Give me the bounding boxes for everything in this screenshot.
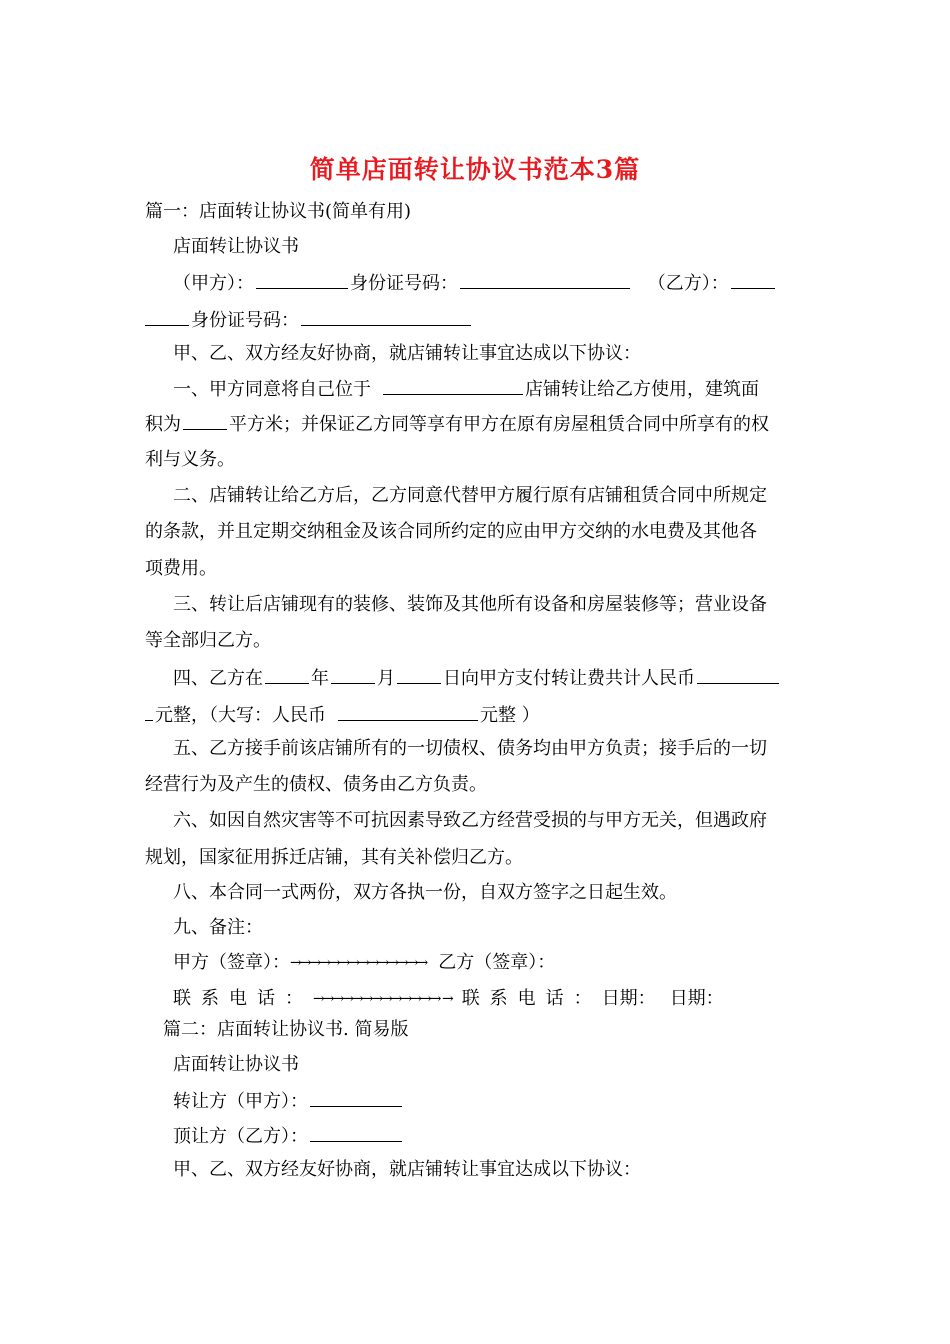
party-a-signature-label: 甲方（签章）： [173,952,290,973]
transferee-label: 顶让方（乙方）： [173,1126,308,1147]
party-b-label: （乙方）： [647,273,729,294]
contact-line [173,987,724,1011]
amount-blank[interactable] [697,665,779,684]
agreement-subtitle-text: 店面转让协议书 [173,236,299,257]
party-a-label: （甲方）： [173,273,254,294]
agreement-subtitle [173,235,299,259]
clause-6-text-b: 规划，国家征用拆迁店铺，其有关补偿归乙方。 [145,847,523,868]
clause-5-line-1 [173,737,767,761]
clause-2-line-2 [145,520,757,544]
clause-3-text-a: 三、转让后店铺现有的装修、装饰及其他所有设备和房屋装修等；营业设备 [173,594,767,615]
clause-1-text-a: 一、甲方同意将自己位于 [173,379,371,400]
transferor-blank[interactable] [310,1088,402,1107]
party-a-date-label: 日期： [601,988,656,1009]
party-b-date-label: 日期： [669,988,724,1009]
clause-2-text-c: 项费用。 [145,558,217,579]
id-number-blank-2[interactable] [301,307,471,326]
year-label: 年 [311,668,329,689]
clause-2-line-1 [173,484,767,508]
party-a-blank[interactable] [256,270,348,289]
party-a-phone-label: 联系电话： [173,988,313,1009]
party-b-phone-label: 联系电话： [461,988,602,1009]
clause-2-line-3 [145,557,217,581]
clause-9-text: 九、备注： [173,917,263,938]
section-two-heading [163,1018,408,1042]
party-info-line-2 [145,307,473,333]
party-info-line-1 [173,270,777,296]
section-one-heading [145,200,411,224]
clause-4-text-d: 元整 ） [480,705,540,726]
day-blank[interactable] [397,665,441,684]
document-title: 简单店面转让协议书范本3篇 [309,155,641,184]
transferee-blank[interactable] [310,1123,402,1142]
id-number-label: 身份证号码： [350,273,458,294]
transferor-label: 转让方（甲方）： [173,1091,308,1112]
clause-6-text-a: 六、如因自然灾害等不可抗因素导致乙方经营受损的与甲方无关，但遇政府 [173,810,767,831]
party-b-signature-label: 乙方（签章）： [438,952,556,973]
party-b-blank[interactable] [731,270,775,289]
party-b-blank-cont[interactable] [145,307,189,326]
transferee-line [173,1123,404,1149]
clause-3-line-1 [173,593,767,617]
transferor-line [173,1088,404,1114]
clause-4-line-2 [145,702,540,728]
clause-5-text-a: 五、乙方接手前该店铺所有的一切债权、债务均由甲方负责；接手后的一切 [173,738,767,759]
clause-3-line-2 [145,629,271,653]
amount-words-blank[interactable] [338,702,478,721]
clause-1-line-2 [145,411,769,437]
clause-1-line-1 [173,376,759,402]
clause-1-text-b: 店铺转让给乙方使用，建筑面 [525,379,759,400]
clause-8 [173,881,677,905]
clause-2-text-b: 的条款，并且定期交纳租金及该合同所约定的应由甲方交纳的水电费及其他各 [145,521,757,542]
clause-5-text-b: 经营行为及产生的债权、债务由乙方负责。 [145,774,487,795]
signature-arrow-line: →→→→→→→→→→→→→→ [290,955,427,971]
section-two-subtitle-text: 店面转让协议书 [173,1054,299,1075]
id-number-label-2: 身份证号码： [191,310,299,331]
id-number-blank[interactable] [460,270,630,289]
clause-4-text-c: 元整，（大写：人民币 [155,705,326,726]
clause-1-line-3 [145,448,235,472]
clause-6-line-1 [173,809,767,833]
year-blank[interactable] [265,665,309,684]
clause-9 [173,916,263,940]
section-one-heading-text: 篇一：店面转让协议书(简单有用) [145,201,412,222]
location-blank[interactable] [383,376,523,395]
clause-1-text-e: 利与义务。 [145,449,235,470]
clause-4-text-a: 四、乙方在 [173,668,263,689]
intro-clause-text: 甲、乙、双方经友好协商，就店铺转让事宜达成以下协议： [173,343,641,364]
clause-6-line-2 [145,846,523,870]
clause-3-text-b: 等全部归乙方。 [145,630,271,651]
section-two-intro [173,1158,641,1182]
section-two-heading-text: 篇二：店面转让协议书. 简易版 [163,1019,409,1040]
clause-8-text: 八、本合同一式两份，双方各执一份，自双方签字之日起生效。 [173,882,677,903]
phone-arrow-line: →→→→→→→→→→→→→ → [313,991,452,1007]
month-blank[interactable] [331,665,375,684]
signature-line [173,951,555,975]
month-label: 月 [377,668,395,689]
intro-clause [173,342,641,366]
section-two-subtitle [173,1053,299,1077]
clause-4-text-b: 日向甲方支付转让费共计人民币 [443,668,695,689]
amount-blank-cont[interactable] [145,702,153,721]
clause-2-text-a: 二、店铺转让给乙方后，乙方同意代替甲方履行原有店铺租赁合同中所规定 [173,485,767,506]
area-blank[interactable] [183,411,227,430]
clause-1-text-d: 平方米；并保证乙方同等享有甲方在原有房屋租赁合同中所享有的权 [229,414,769,435]
clause-5-line-2 [145,773,487,797]
clause-1-text-c: 积为 [145,414,181,435]
section-two-intro-text: 甲、乙、双方经友好协商，就店铺转让事宜达成以下协议： [173,1159,641,1180]
clause-4-line-1 [173,665,781,691]
